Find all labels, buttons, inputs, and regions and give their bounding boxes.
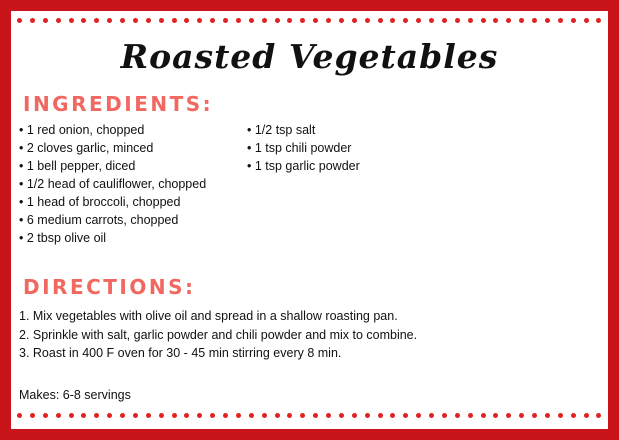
decorative-dot (519, 18, 524, 23)
decorative-dot (249, 18, 254, 23)
decorative-dot (545, 18, 550, 23)
direction-step: 1. Mix vegetables with olive oil and spread in a shallow roasting pan. (19, 309, 398, 323)
decorative-dot (455, 18, 460, 23)
recipe-card-body (11, 11, 608, 429)
decorative-dot (403, 413, 408, 418)
decorative-dot (30, 413, 35, 418)
decorative-dot (468, 18, 473, 23)
decorative-dot (416, 18, 421, 23)
ingredient-item: • 6 medium carrots, chopped (19, 211, 206, 229)
decorative-dot (172, 18, 177, 23)
decorative-dot (532, 413, 537, 418)
decorative-dot (584, 18, 589, 23)
decorative-dot (442, 413, 447, 418)
decorative-dot (326, 413, 331, 418)
decorative-dot (197, 413, 202, 418)
decorative-dot (172, 413, 177, 418)
decorative-dot (236, 413, 241, 418)
decorative-dot (468, 413, 473, 418)
decorative-dot (300, 413, 305, 418)
decorative-dot (365, 413, 370, 418)
decorative-dot (287, 413, 292, 418)
decorative-dot (584, 413, 589, 418)
servings-note: Makes: 6-8 servings (19, 388, 131, 402)
decorative-dot (43, 413, 48, 418)
decorative-dot (133, 18, 138, 23)
decorative-dot (571, 18, 576, 23)
ingredients-list-right (247, 121, 360, 175)
decorative-dot (287, 18, 292, 23)
decorative-dot (506, 413, 511, 418)
decorative-dot (120, 413, 125, 418)
ingredient-item: • 2 cloves garlic, minced (19, 139, 206, 157)
decorative-dot (378, 413, 383, 418)
decorative-dot (339, 413, 344, 418)
decorative-dot (69, 18, 74, 23)
decorative-dot (184, 18, 189, 23)
decorative-dot (262, 18, 267, 23)
decorative-dot (107, 18, 112, 23)
decorative-dot (352, 413, 357, 418)
decorative-dot (120, 18, 125, 23)
decorative-dot (223, 18, 228, 23)
decorative-dot (210, 413, 215, 418)
decorative-dot (107, 413, 112, 418)
decorative-dot (210, 18, 215, 23)
decorative-dot (223, 413, 228, 418)
direction-step: 3. Roast in 400 F oven for 30 - 45 min stirring every 8 min. (19, 346, 342, 360)
decorative-dot (43, 18, 48, 23)
decorative-dot (313, 413, 318, 418)
decorative-dot (481, 413, 486, 418)
decorative-dot (429, 413, 434, 418)
decorative-dot (596, 413, 601, 418)
decorative-dot (442, 18, 447, 23)
decorative-dot (56, 413, 61, 418)
decorative-dot (493, 18, 498, 23)
ingredients-list-left (19, 121, 206, 247)
decorative-dot (493, 413, 498, 418)
recipe-title: Roasted Vegetables (120, 37, 499, 76)
decorative-dot (532, 18, 537, 23)
decorative-dot (519, 413, 524, 418)
ingredient-item: • 1/2 tsp salt (247, 121, 360, 139)
ingredient-item: • 1/2 head of cauliflower, chopped (19, 175, 206, 193)
decorative-dot (69, 413, 74, 418)
ingredient-item: • 1 tsp garlic powder (247, 157, 360, 175)
decorative-dot (558, 413, 563, 418)
ingredient-item: • 1 head of broccoli, chopped (19, 193, 206, 211)
decorative-dot (326, 18, 331, 23)
decorative-dot (545, 413, 550, 418)
decorative-dot (352, 18, 357, 23)
ingredient-item: • 1 bell pepper, diced (19, 157, 206, 175)
dotted-border-bottom (17, 411, 602, 419)
decorative-dot (17, 18, 22, 23)
decorative-dot (339, 18, 344, 23)
ingredients-heading: INGREDIENTS: (23, 92, 214, 116)
dotted-border-top (17, 16, 602, 24)
decorative-dot (390, 413, 395, 418)
decorative-dot (558, 18, 563, 23)
decorative-dot (429, 18, 434, 23)
decorative-dot (313, 18, 318, 23)
decorative-dot (146, 413, 151, 418)
ingredient-item: • 1 red onion, chopped (19, 121, 206, 139)
decorative-dot (275, 413, 280, 418)
decorative-dot (56, 18, 61, 23)
decorative-dot (596, 18, 601, 23)
decorative-dot (262, 413, 267, 418)
decorative-dot (30, 18, 35, 23)
decorative-dot (275, 18, 280, 23)
decorative-dot (403, 18, 408, 23)
decorative-dot (390, 18, 395, 23)
decorative-dot (300, 18, 305, 23)
directions-heading: DIRECTIONS: (23, 275, 196, 299)
decorative-dot (146, 18, 151, 23)
decorative-dot (94, 18, 99, 23)
decorative-dot (571, 413, 576, 418)
direction-step: 2. Sprinkle with salt, garlic powder and chili powder and mix to combine. (19, 327, 418, 342)
decorative-dot (133, 413, 138, 418)
decorative-dot (378, 18, 383, 23)
decorative-dot (184, 413, 189, 418)
decorative-dot (416, 413, 421, 418)
decorative-dot (94, 413, 99, 418)
ingredient-item: • 2 tbsp olive oil (19, 229, 206, 247)
decorative-dot (481, 18, 486, 23)
decorative-dot (249, 413, 254, 418)
decorative-dot (506, 18, 511, 23)
decorative-dot (81, 18, 86, 23)
decorative-dot (17, 413, 22, 418)
decorative-dot (236, 18, 241, 23)
decorative-dot (81, 413, 86, 418)
decorative-dot (197, 18, 202, 23)
directions-list (19, 307, 417, 363)
decorative-dot (159, 18, 164, 23)
decorative-dot (455, 413, 460, 418)
decorative-dot (159, 413, 164, 418)
decorative-dot (365, 18, 370, 23)
ingredient-item: • 1 tsp chili powder (247, 139, 360, 157)
